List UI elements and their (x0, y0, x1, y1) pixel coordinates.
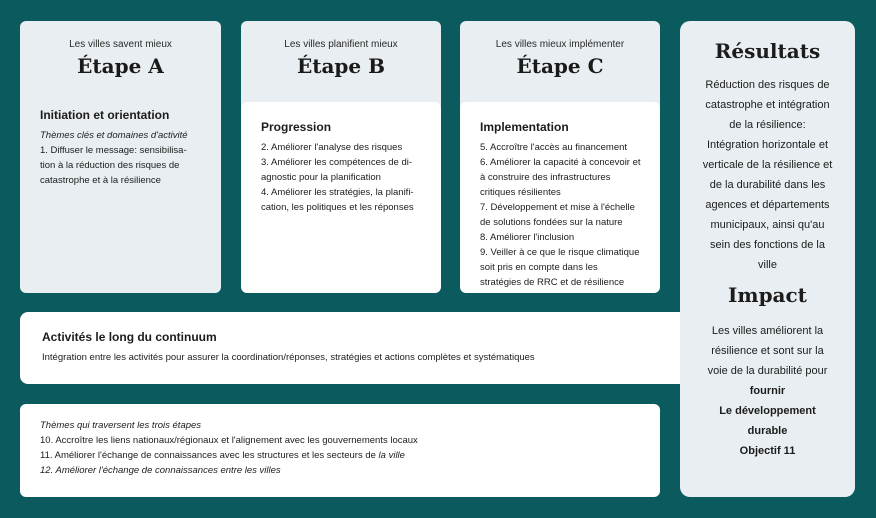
impact-bold-line: fournir (749, 385, 786, 397)
continuum-panel (20, 312, 720, 384)
themes-line (40, 448, 660, 463)
impact-line: voie de la durabilité pour (707, 365, 828, 377)
continuum-heading: Activités le long du continuum (42, 330, 217, 344)
impact-line: Les villes améliorent la (711, 325, 824, 337)
themes-intro: Thèmes qui traversent les trois étapes (40, 420, 202, 431)
stage-c-line: 8. Améliorer l'inclusion (480, 232, 575, 243)
results-line: ville (758, 259, 777, 271)
continuum-text: Intégration entre les activités pour assurer la coordination/réponses, stratégies et actions complètes et systématiques (42, 352, 535, 363)
stage-a-heading: Initiation et orientation (40, 108, 170, 122)
stage-c-line: soit pris en compte dans les (480, 262, 598, 273)
stage-c-line: à construire des infrastructures (480, 172, 611, 183)
stage-c-line: 5. Accroître l'accès au financement (480, 142, 628, 153)
impact-line: résilience et sont sur la (711, 345, 824, 357)
stage-b-line: cation, les politiques et les réponses (261, 202, 414, 213)
impact-bold-line: Objectif 11 (739, 445, 796, 457)
stage-b-subtitle: Les villes planifient mieux (284, 39, 398, 50)
stage-c-heading: Implementation (480, 120, 569, 134)
stage-c-line: 7. Développement et mise à l'échelle (480, 202, 635, 213)
stage-c-line: 6. Améliorer la capacité à concevoir et (480, 157, 641, 168)
stage-c-line: 9. Veiller à ce que le risque climatique (480, 247, 640, 258)
stage-b-title: Étape B (296, 54, 386, 78)
results-text (680, 75, 855, 275)
stage-c-subtitle: Les villes mieux implémenter (495, 39, 625, 50)
stage-b-heading: Progression (261, 120, 332, 134)
stage-a-subtitle: Les villes savent mieux (69, 39, 172, 50)
stage-b-line: 4. Améliorer les stratégies, la planifi- (261, 187, 414, 198)
stage-c-title: Étape C (516, 54, 604, 78)
themes-line-11-text: 11. Améliorer l'échange de connaissances avec les structures et les secteurs de (40, 450, 379, 461)
results-title: Résultats (714, 39, 821, 63)
impact-text (680, 321, 855, 461)
results-line: verticale de la résilience et (702, 159, 833, 171)
results-line: de la durabilité dans les (709, 179, 826, 191)
stage-c-line: de solutions fondées sur la nature (480, 217, 623, 228)
results-line: Réduction des risques de (705, 79, 830, 91)
stage-c-body (460, 102, 660, 293)
stage-c-line: critiques résilientes (480, 187, 561, 198)
stage-a-line: Thèmes clés et domaines d'activité (40, 130, 188, 141)
stage-a-line: catastrophe et à la résilience (40, 175, 161, 186)
impact-bold-line: durable (747, 425, 788, 437)
results-line: agences et départements (705, 199, 830, 211)
stage-b-header (241, 21, 441, 111)
results-line: sein des fonctions de la (710, 239, 825, 251)
results-panel (680, 21, 855, 497)
stage-a-body (20, 78, 221, 188)
stage-a-line: 1. Diffuser le message: sensibilisa- (40, 145, 187, 156)
themes-line-11-italic: la ville (378, 450, 405, 461)
results-line: municipaux, ainsi qu'au (710, 219, 825, 231)
stage-b-line: agnostic pour la planification (261, 172, 381, 183)
stage-a-header (20, 21, 221, 293)
themes-line: 10. Accroître les liens nationaux/régionaux et l'alignement avec les gouvernements locaux (40, 435, 418, 446)
stage-b-body (241, 102, 441, 293)
impact-title: Impact (728, 283, 807, 307)
stage-c-header (460, 21, 660, 111)
stage-a-title: Étape A (77, 54, 164, 78)
results-line: de la résilience: (729, 119, 806, 131)
stage-a-line: tion à la réduction des risques de (40, 160, 180, 171)
themes-panel (20, 404, 660, 497)
stage-c-line: stratégies de RRC et de résilience (480, 277, 625, 288)
impact-bold-line: Le développement (719, 405, 816, 417)
themes-line: 12. Améliorer l'échange de connaissances entre les villes (40, 465, 281, 476)
results-line: catastrophe et intégration (705, 99, 830, 111)
stage-b-line: 2. Améliorer l'analyse des risques (261, 142, 403, 153)
stage-b-line: 3. Améliorer les compétences de di- (261, 157, 413, 168)
results-line: Intégration horizontale et (706, 139, 829, 151)
